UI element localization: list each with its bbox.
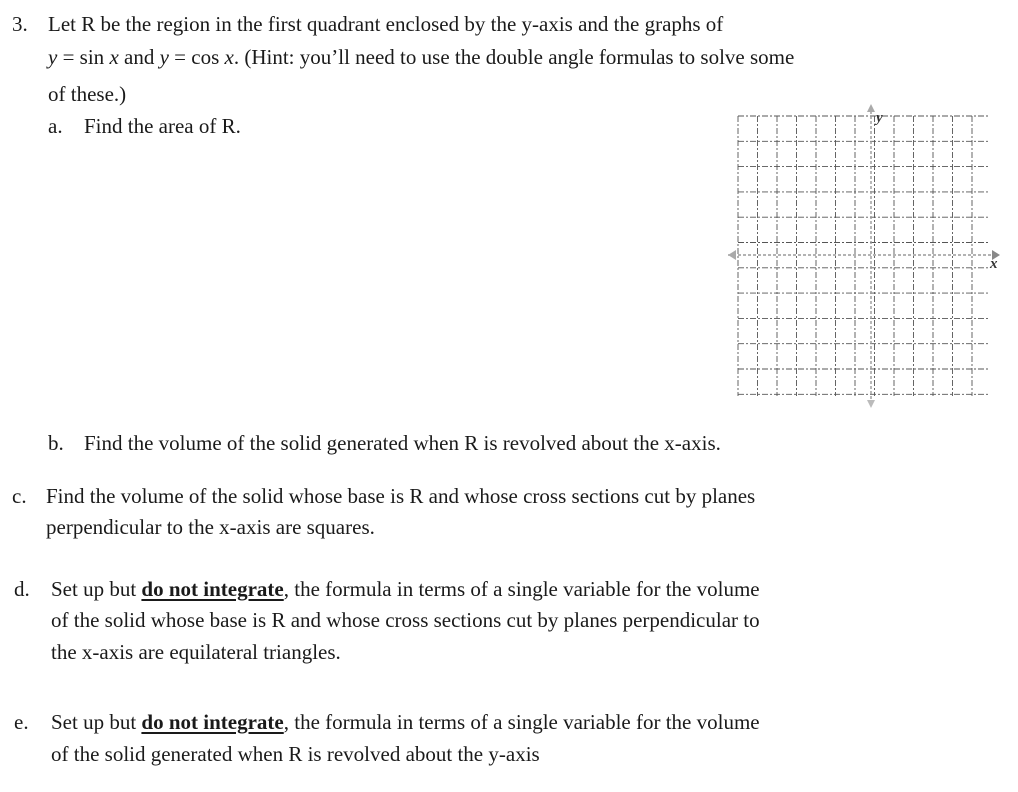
part-e-line-2: of the solid generated when R is revolved about the y-axis xyxy=(51,742,540,766)
part-c-line-2: perpendicular to the x-axis are squares. xyxy=(46,515,375,539)
part-e-label: e. xyxy=(14,710,29,734)
eq1-eq: = xyxy=(57,45,80,69)
part-a-label: a. xyxy=(48,114,63,138)
part-d-line-3: the x-axis are equilateral triangles. xyxy=(51,640,341,664)
problem-line-2 xyxy=(48,47,794,68)
part-c-label: c. xyxy=(12,484,27,508)
conjunction-and: and xyxy=(118,45,160,69)
part-d-emphasis: do not integrate xyxy=(141,577,284,601)
x-axis-left-arrow-icon xyxy=(728,250,736,260)
y-axis-arrow-icon xyxy=(867,104,875,112)
problem-line-3: of these.) xyxy=(48,82,127,106)
part-e-emphasis: do not integrate xyxy=(141,710,284,734)
x-axis-label: x xyxy=(990,256,998,272)
part-d-post: , the formula in terms of a single variable for the volume xyxy=(283,577,760,601)
hint-text: . (Hint: you’ll need to use the double angle formulas to solve some xyxy=(233,45,795,69)
eq2-fn: cos xyxy=(191,45,220,69)
eq2-eq: = xyxy=(168,45,192,69)
part-d-line-1 xyxy=(51,579,760,600)
eq1-lhs: y xyxy=(48,45,58,69)
eq1-fn: sin xyxy=(79,45,105,69)
part-a-text: Find the area of R. xyxy=(84,114,241,138)
grid-lines xyxy=(738,116,990,396)
part-e-line-1 xyxy=(51,712,760,733)
part-e-post: , the formula in terms of a single variable for the volume xyxy=(283,710,760,734)
part-e-pre: Set up but xyxy=(51,710,142,734)
coordinate-grid xyxy=(728,104,1000,410)
eq2-lhs: y xyxy=(159,45,169,69)
problem-line-1: Let R be the region in the first quadrant enclosed by the y-axis and the graphs of xyxy=(48,12,724,36)
problem-number: 3. xyxy=(12,12,28,36)
eq2-var: x xyxy=(224,45,234,69)
part-d-pre: Set up but xyxy=(51,577,142,601)
part-d-line-2: of the solid whose base is R and whose cross sections cut by planes perpendicular to xyxy=(51,608,760,632)
part-b-label: b. xyxy=(48,431,64,455)
part-c-line-1: Find the volume of the solid whose base is R and whose cross sections cut by planes xyxy=(46,484,756,508)
part-b-text: Find the volume of the solid generated when R is revolved about the x-axis. xyxy=(84,431,721,455)
y-axis-down-arrow-icon xyxy=(867,400,875,408)
part-d-label: d. xyxy=(14,577,30,601)
eq1-var: x xyxy=(109,45,119,69)
y-axis-label: y xyxy=(876,110,883,126)
